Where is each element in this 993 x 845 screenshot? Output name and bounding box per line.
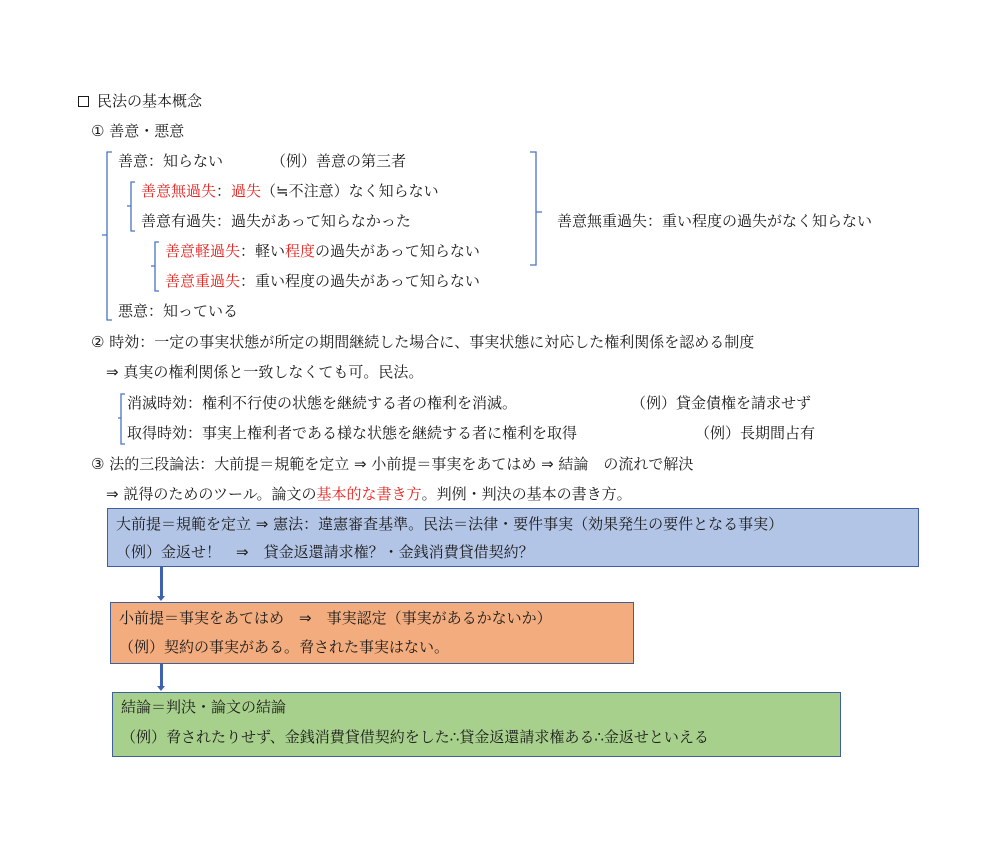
shometsu-jiko-line — [127, 393, 517, 413]
shutoku-jiko-line — [127, 423, 577, 443]
shutoku-label: 取得時効：事実上権利者である様な状態を継続する者に権利を取得 — [127, 424, 578, 442]
section3-heading: ③ 法的三段論法：大前提＝規範を定立 ⇒ 小前提＝事実をあてはめ ⇒ 結論 の流れで解決 — [91, 455, 694, 473]
note-highlight: 基本的な書き方 — [316, 485, 422, 503]
teido-term: 程度 — [285, 242, 316, 260]
arrow-down-icon — [157, 596, 165, 601]
minor-line1: 小前提＝事実をあてはめ ⇒ 事実認定（事実があるかないか） — [119, 609, 552, 627]
major-line2: （例）金返せ！ ⇒ 貸金返還請求権？・金銭消費貸借契約？ — [116, 543, 534, 561]
jukashitsu-term: 善意重過失 — [165, 272, 241, 290]
shometsu-example: （例）貸金債権を請求せず — [631, 394, 812, 412]
conclusion-line1: 結論＝判決・論文の結論 — [121, 698, 287, 716]
major-premise-box — [107, 508, 919, 567]
separator: ： — [216, 182, 232, 200]
jukashitsu-line — [165, 271, 480, 291]
keikashitsu-line — [165, 241, 480, 261]
shutoku-example: （例）長期間占有 — [695, 424, 816, 442]
zen-i-label: 善意：知らない — [118, 152, 224, 170]
mukashitsu-line — [141, 181, 439, 201]
outer-left-brace-icon — [100, 150, 116, 325]
zen-i-line — [118, 151, 406, 171]
note-post: 。判例・判決の基本の書き方。 — [421, 485, 632, 503]
mukashitsu-term: 善意無過失 — [141, 182, 217, 200]
mukashitsu-desc: （≒不注意）なく知らない — [261, 182, 439, 200]
conclusion-box — [112, 692, 841, 757]
shometsu-label: 消滅時効：権利不行使の状態を継続する者の権利を消滅。 — [127, 394, 518, 412]
major-line1: 大前提＝規範を定立 ⇒ 憲法：違憲審査基準。民法＝法律・要件事実（効果発生の要件となる事実） — [116, 515, 784, 533]
akui-line: 悪意：知っている — [118, 302, 239, 320]
page-title — [78, 91, 202, 111]
connector-line-1 — [160, 567, 163, 597]
conclusion-line2: （例）脅されたりせず、金銭消費貸借契約をした∴貸金返還請求権ある∴金返せといえる — [121, 728, 709, 746]
section2-heading: ② 時効：一定の事実状態が所定の期間継続した場合に、事実状態に対応した権利関係を認める制度 — [91, 333, 755, 351]
yukashitsu-line: 善意有過失：過失があって知らなかった — [141, 212, 411, 230]
section3-note — [106, 484, 632, 504]
zen-i-example: （例）善意の第三者 — [271, 152, 407, 170]
note-pre: ⇒ 説得のためのツール。論文の — [106, 485, 317, 503]
square-checkbox-icon — [78, 96, 89, 107]
right-brace-icon — [528, 150, 544, 268]
page-title-text: 民法の基本概念 — [97, 92, 203, 110]
kashitsu-term: 過失 — [231, 182, 262, 200]
keikashitsu-term: 善意軽過失 — [165, 242, 241, 260]
connector-line-2 — [160, 664, 163, 687]
minor-line2: （例）契約の事実がある。脅された事実はない。 — [119, 638, 450, 656]
section2-brace-icon — [117, 392, 127, 447]
minor-premise-box — [110, 602, 634, 664]
section2-note: ⇒ 真実の権利関係と一致しなくても可。民法。 — [106, 363, 424, 381]
jukashitsu-desc: ：重い程度の過失があって知らない — [240, 272, 480, 290]
side-note: 善意無重過失：重い程度の過失がなく知らない — [557, 212, 873, 230]
keikashitsu-desc: の過失があって知らない — [315, 242, 480, 260]
keikashitsu-sep: ：軽い — [240, 242, 286, 260]
inner-brace-1-icon — [126, 180, 138, 235]
inner-brace-2-icon — [150, 240, 162, 295]
section1-heading: ① 善意・悪意 — [91, 122, 185, 140]
arrow-down-icon — [157, 686, 165, 691]
